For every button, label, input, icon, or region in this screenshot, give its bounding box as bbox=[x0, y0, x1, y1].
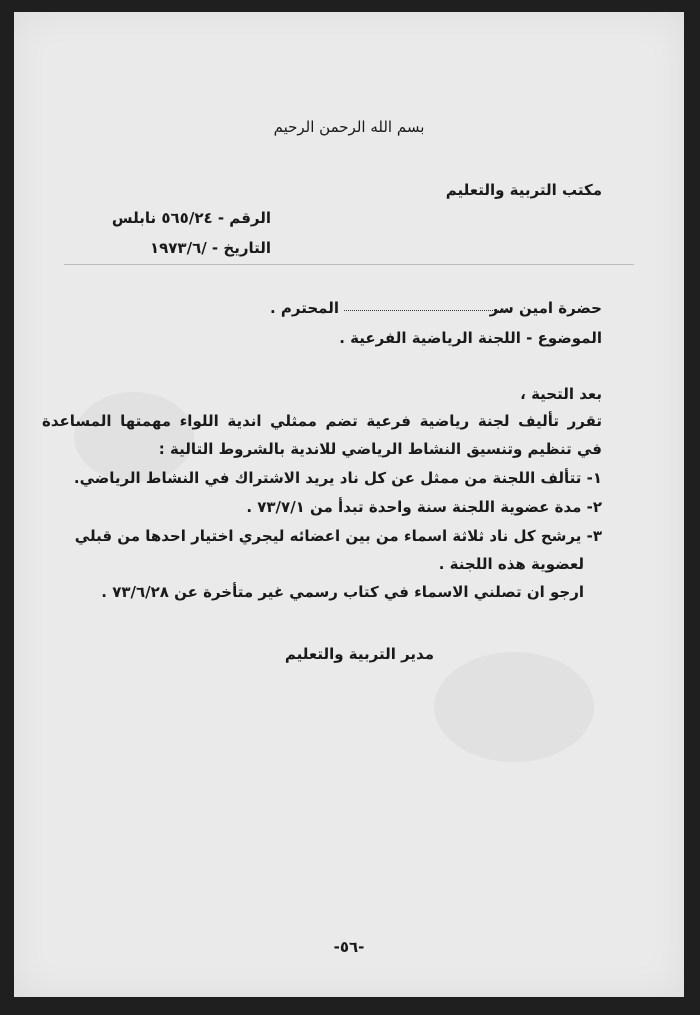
reference-number: الرقم - ٥٦٥/٢٤ نابلس bbox=[111, 209, 271, 227]
condition-3-line2: لعضوية هذه اللجنة . bbox=[438, 555, 584, 573]
page-number: -٥٦- bbox=[333, 938, 365, 956]
basmala-heading: بسم الله الرحمن الرحيم bbox=[273, 118, 425, 136]
condition-1: ١- تتألف اللجنة من ممثل عن كل ناد يريد الاشتراك في النشاط الرياضي. bbox=[73, 469, 602, 487]
closing-request: ارجو ان تصلني الاسماء في كتاب رسمي غير متأخرة عن ٧٣/٦/٢٨ . bbox=[101, 583, 584, 601]
letter-page bbox=[14, 12, 684, 997]
body-intro-line1: تقرر تأليف لجنة رياضية فرعية تضم ممثلي اندية اللواء مهمتها المساعدة bbox=[42, 412, 602, 430]
signature-title: مدير التربية والتعليم bbox=[284, 645, 434, 663]
body-intro-line2: في تنظيم وتنسيق النشاط الرياضي للاندية بالشروط التالية : bbox=[158, 440, 602, 458]
greeting: بعد التحية ، bbox=[520, 385, 602, 403]
header-divider bbox=[64, 264, 634, 265]
condition-3-line1: ٣- يرشح كل ناد ثلاثة اسماء من بين اعضائه ليجري اختيار احدها من قبلي bbox=[74, 527, 602, 545]
condition-2: ٢- مدة عضوية اللجنة سنة واحدة تبدأ من ٧٣/٧/١ . bbox=[246, 498, 602, 516]
letter-date: التاريخ - /١٩٧٣/٦ bbox=[149, 239, 271, 257]
sender-office: مكتب التربية والتعليم bbox=[445, 181, 602, 199]
recipient-honorific: المحترم . bbox=[269, 299, 339, 317]
subject-line: الموضوع - اللجنة الرياضية الفرعية . bbox=[339, 329, 602, 347]
recipient-blank-line bbox=[344, 310, 509, 311]
paper-stain bbox=[434, 652, 594, 762]
recipient-prefix: حضرة امين سر bbox=[489, 299, 602, 317]
